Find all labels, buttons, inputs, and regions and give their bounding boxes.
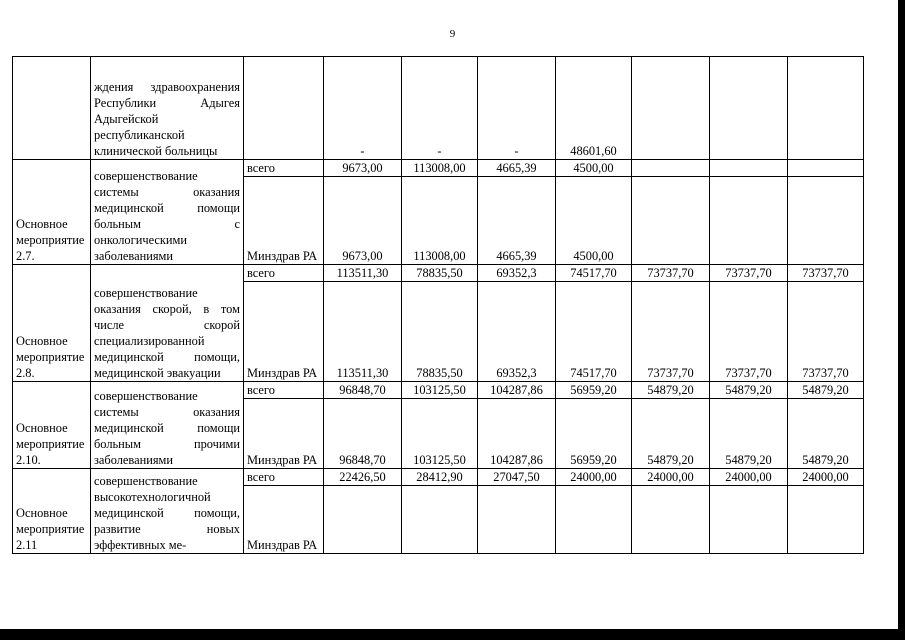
total-value-cell: 27047,50: [478, 469, 556, 486]
source-value-cell: [478, 486, 556, 554]
source-value-cell: [324, 486, 402, 554]
event-cell: Основное мероприятие 2.10.: [13, 382, 91, 469]
source-value-cell: 113008,00: [402, 177, 478, 265]
source-label: Минздрав РА: [244, 282, 324, 382]
name-cell: [91, 57, 244, 160]
total-label: всего: [244, 160, 324, 177]
table-row: [13, 382, 864, 399]
source-value-cell: [632, 486, 710, 554]
source-value-cell: 69352,3: [478, 282, 556, 382]
continuation-name: ждения здравоохранения Республики Адыгея Адыгейской республиканской клинической больницы: [94, 80, 240, 158]
total-value-cell: 96848,70: [324, 382, 402, 399]
value-cell: 48601,60: [556, 57, 632, 160]
source-value-cell: [632, 177, 710, 265]
total-value-cell: 24000,00: [710, 469, 788, 486]
table-row: [13, 469, 864, 486]
event-cell: Основное мероприятие 2.11: [13, 469, 91, 554]
source-value-cell: 4500,00: [556, 177, 632, 265]
budget-table: [12, 56, 864, 554]
source-cell: [244, 57, 324, 160]
total-value-cell: 113511,30: [324, 265, 402, 282]
total-value-cell: 73737,70: [632, 265, 710, 282]
total-value-cell: 24000,00: [788, 469, 864, 486]
value-cell: [632, 57, 710, 160]
source-value-cell: [788, 486, 864, 554]
total-value-cell: 103125,50: [402, 382, 478, 399]
source-label: Минздрав РА: [244, 399, 324, 469]
scan-edge-right: [896, 0, 905, 640]
source-value-cell: 9673,00: [324, 177, 402, 265]
total-value-cell: 24000,00: [556, 469, 632, 486]
budget-table-body: [13, 57, 864, 554]
source-value-cell: 54879,20: [632, 399, 710, 469]
total-label: всего: [244, 469, 324, 486]
source-value-cell: 54879,20: [710, 399, 788, 469]
source-value-cell: 113511,30: [324, 282, 402, 382]
scan-edge-bottom: [0, 629, 905, 640]
event-name: совершенствование системы оказания медицинской помощи больным прочими заболеваниями: [94, 389, 240, 467]
event-name: совершенствование системы оказания медицинской помощи больным с онкологическими заболеваниями: [94, 169, 240, 263]
total-value-cell: 73737,70: [710, 265, 788, 282]
source-value-cell: 73737,70: [788, 282, 864, 382]
source-value-cell: 73737,70: [632, 282, 710, 382]
total-value-cell: 73737,70: [788, 265, 864, 282]
total-value-cell: 56959,20: [556, 382, 632, 399]
total-value-cell: 9673,00: [324, 160, 402, 177]
total-label: всего: [244, 265, 324, 282]
source-value-cell: 104287,86: [478, 399, 556, 469]
source-value-cell: 74517,70: [556, 282, 632, 382]
total-value-cell: 24000,00: [632, 469, 710, 486]
total-value-cell: 78835,50: [402, 265, 478, 282]
total-value-cell: 22426,50: [324, 469, 402, 486]
event-cell: [13, 57, 91, 160]
name-cell: [91, 160, 244, 265]
event-name: совершенствование оказания скорой, в том числе скорой специализированной медицинской помощи, медицинской эвакуации: [94, 286, 240, 380]
table-row: [13, 265, 864, 282]
source-value-cell: [710, 486, 788, 554]
event-name: совершенствование высокотехнологичной медицинской помощи, развитие новых эффективных ме-: [94, 474, 240, 552]
source-value-cell: 96848,70: [324, 399, 402, 469]
source-value-cell: [402, 486, 478, 554]
name-cell: [91, 382, 244, 469]
value-cell: [788, 57, 864, 160]
total-value-cell: 104287,86: [478, 382, 556, 399]
source-value-cell: [710, 177, 788, 265]
total-value-cell: [710, 160, 788, 177]
total-value-cell: 54879,20: [710, 382, 788, 399]
event-cell: Основное мероприятие 2.7.: [13, 160, 91, 265]
source-value-cell: 4665,39: [478, 177, 556, 265]
total-value-cell: 4500,00: [556, 160, 632, 177]
source-label: Минздрав РА: [244, 177, 324, 265]
value-cell: -: [402, 57, 478, 160]
event-cell: Основное мероприятие 2.8.: [13, 265, 91, 382]
total-value-cell: 54879,20: [788, 382, 864, 399]
source-value-cell: 56959,20: [556, 399, 632, 469]
total-value-cell: 69352,3: [478, 265, 556, 282]
value-cell: -: [478, 57, 556, 160]
source-value-cell: 54879,20: [788, 399, 864, 469]
source-value-cell: 78835,50: [402, 282, 478, 382]
source-value-cell: 73737,70: [710, 282, 788, 382]
total-value-cell: [632, 160, 710, 177]
total-label: всего: [244, 382, 324, 399]
total-value-cell: 113008,00: [402, 160, 478, 177]
name-cell: [91, 265, 244, 382]
source-value-cell: [556, 486, 632, 554]
source-value-cell: 103125,50: [402, 399, 478, 469]
value-cell: -: [324, 57, 402, 160]
total-value-cell: 4665,39: [478, 160, 556, 177]
table-row: [13, 57, 864, 160]
name-cell: [91, 469, 244, 554]
total-value-cell: 28412,90: [402, 469, 478, 486]
table-row: [13, 160, 864, 177]
total-value-cell: 74517,70: [556, 265, 632, 282]
page-number: 9: [449, 28, 456, 40]
source-label: Минздрав РА: [244, 486, 324, 554]
source-value-cell: [788, 177, 864, 265]
total-value-cell: 54879,20: [632, 382, 710, 399]
total-value-cell: [788, 160, 864, 177]
value-cell: [710, 57, 788, 160]
